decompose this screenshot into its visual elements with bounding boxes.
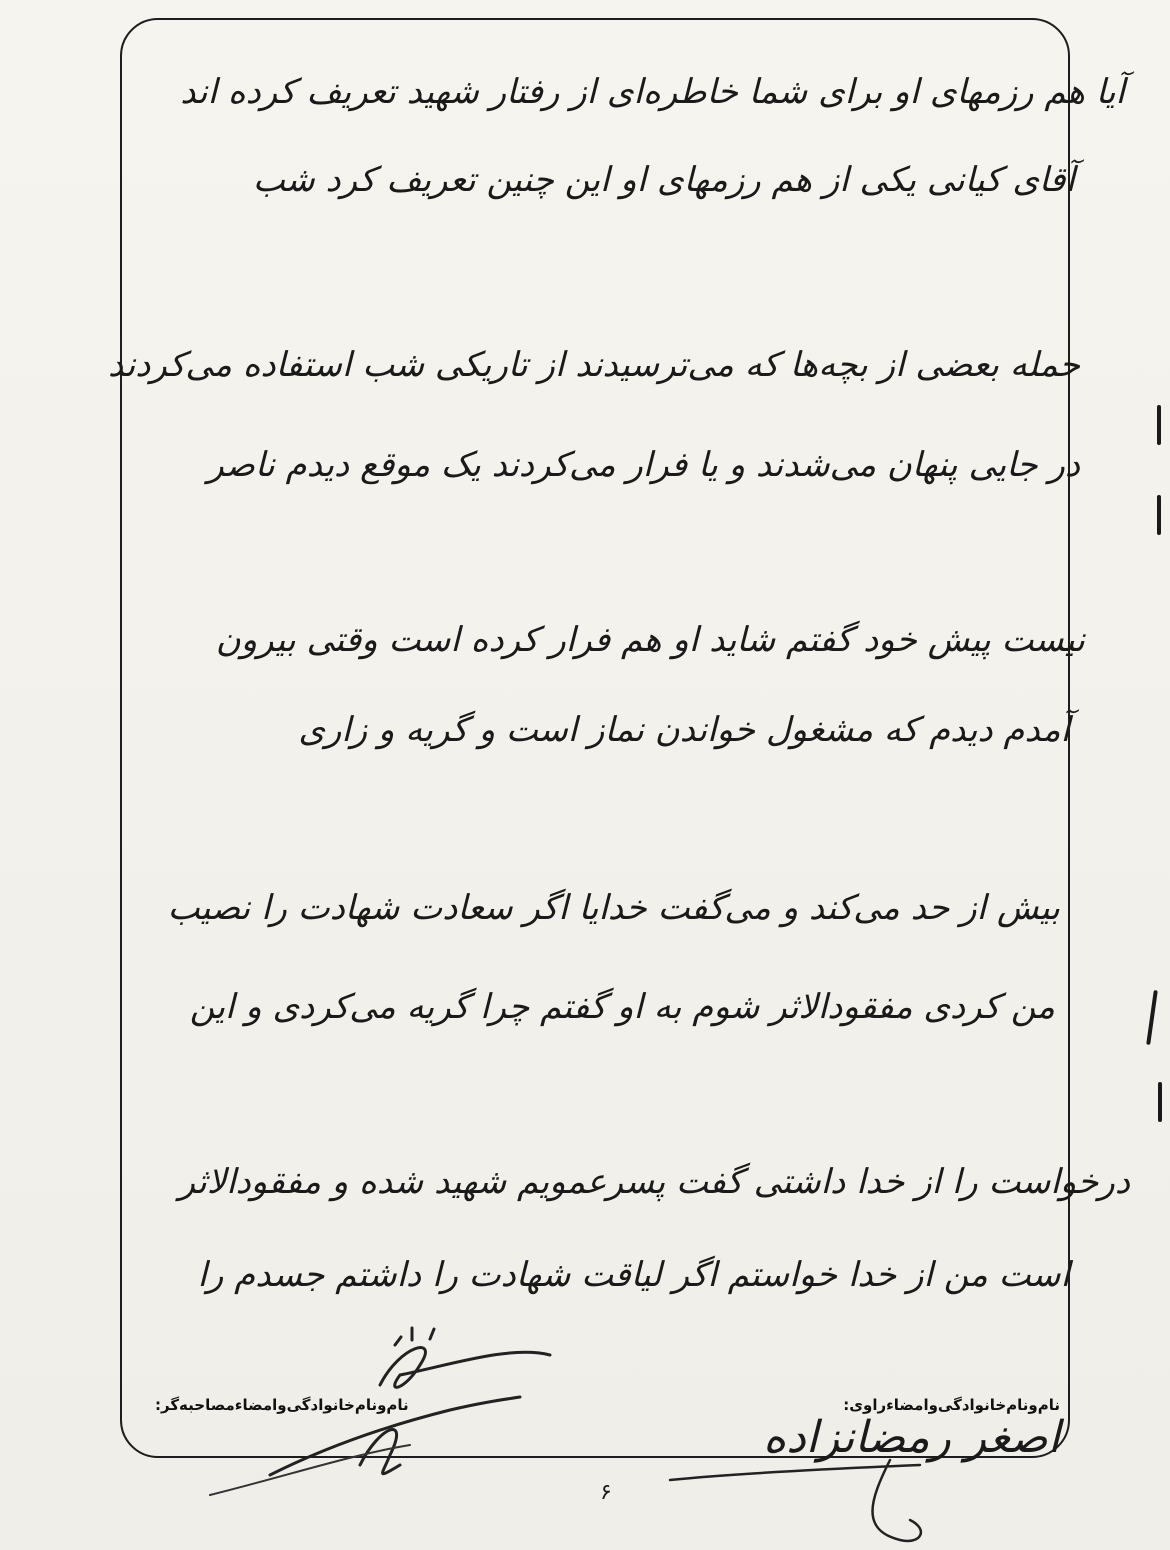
margin-mark xyxy=(1158,1082,1162,1122)
text-line-10: است من از خدا خواستم اگر لیاقت شهادت را داشتم جسدم را xyxy=(197,1255,1070,1295)
text-line-4: در جایی پنهان می‌شدند و یا فرار می‌کردند یک موقع دیدم ناصر xyxy=(207,445,1080,485)
margin-mark xyxy=(1157,405,1161,445)
narrator-signature xyxy=(660,1420,960,1550)
narrator-name-handwritten: اصغر رمضانزاده xyxy=(763,1412,1060,1463)
interviewer-signature-label: نام‌ونام‌خانوادگی‌وامضاء‌مصاحبه‌گر: xyxy=(155,1396,409,1414)
narrator-signature-label: نام‌ونام‌خانوادگی‌وامضاء‌راوی: xyxy=(843,1396,1060,1414)
text-line-6: آمدم دیدم که مشغول خواندن نماز است و گریه و زاری xyxy=(298,710,1070,750)
text-line-3: حمله بعضی از بچه‌ها که می‌ترسیدند از تاریکی شب استفاده می‌کردند xyxy=(107,345,1080,385)
text-line-1: آیا هم رزمهای او برای شما خاطره‌ای از رفتار شهید تعریف کرده اند xyxy=(180,72,1125,112)
page-number: ۶ xyxy=(600,1480,612,1505)
text-line-8: من کردی مفقودالاثر شوم به او گفتم چرا گریه می‌کردی و این xyxy=(189,987,1055,1027)
interviewer-signature xyxy=(150,1325,570,1505)
text-line-7: بیش از حد می‌کند و می‌گفت خدایا اگر سعادت شهادت را نصیب xyxy=(167,888,1060,928)
text-line-9: درخواست را از خدا داشتی گفت پسرعمویم شهید شده و مفقودالاثر xyxy=(178,1162,1130,1202)
text-line-5: نیست پیش خود گفتم شاید او هم فرار کرده است وقتی بیرون xyxy=(215,620,1085,660)
text-line-2: آقای کیانی یکی از هم رزمهای او این چنین تعریف کرد شب xyxy=(252,160,1075,200)
margin-mark xyxy=(1157,495,1161,535)
